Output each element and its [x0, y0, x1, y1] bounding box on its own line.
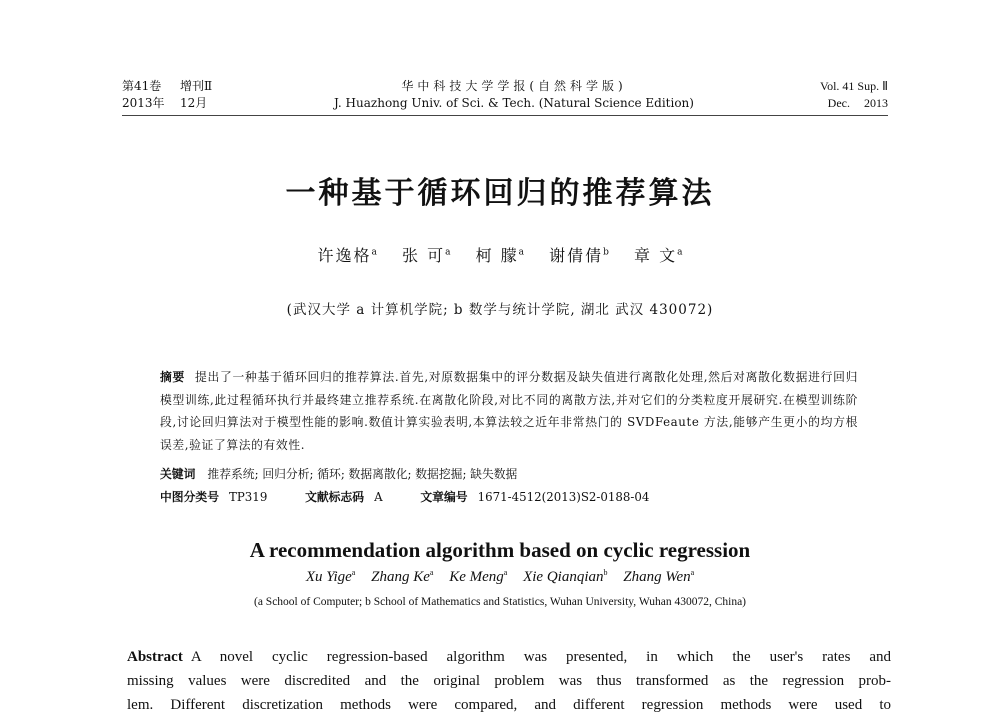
paper-title-cn: 一种基于循环回归的推荐算法 [285, 176, 715, 211]
keywords-text-cn: 推荐系统; 回归分析; 循环; 数据离散化; 数据挖掘; 缺失数据 [207, 467, 518, 481]
header-issue-info-cn [122, 78, 212, 112]
year-cn: 2013年 [122, 96, 165, 110]
abstract-line-en: lem. Different discretization methods were compared, and different regression methods were used to [127, 697, 891, 713]
clc-value: TP319 [229, 490, 268, 504]
author-cn: 柯 朦$^a$ [475, 246, 525, 265]
keywords-label-cn: 关键词 [160, 467, 196, 481]
doc-code-label: 文献标志码 [305, 490, 365, 504]
journal-name-cn: 华中科技大学学报(自然科学版) [401, 79, 627, 93]
clc-label: 中图分类号 [160, 490, 219, 504]
header-issue-info-en [814, 78, 888, 112]
author-list-en [0, 568, 1000, 586]
author-cn: 谢倩倩$^b$ [549, 246, 609, 265]
affiliation-en: (a School of Computer; b School of Mathematics and Statistics, Wuhan University, Wuhan 430072, China) [253, 596, 746, 608]
author-en: Ke Meng$^a$ [449, 568, 508, 585]
month-cn: 12月 [180, 96, 208, 110]
keywords-cn [160, 463, 517, 485]
article-no-label: 文章编号 [420, 490, 468, 504]
abstract-text-cn: 提出了一种基于循环回归的推荐算法.首先,对原数据集中的评分数据及缺失值进行离散化处理,然后对离散化数据进行回归模型训练,此过程循环执行并最终建立推荐系统.在离散化阶段,对比不同的离散方法,并对它们的分类粒度开展研究.在模型训练阶段,讨论回归算法对于模型性能的影响.数值计算实验表明,本算法较之近年非常热门的 SVDFeaute 方法,能够产生更小的均方根误差,验证了算法的有效性. [160, 370, 858, 452]
affiliation-cn: (武汉大学 a 计算机学院; b 数学与统计学院, 湖北 武汉 430072) [286, 302, 714, 318]
abstract-line-en: Abstract A novel cyclic regression-based algorithm was presented, in which the user's rates and [127, 649, 891, 665]
author-cn: 章 文$^a$ [634, 246, 683, 265]
article-no-value: 1671-4512(2013)S2-0188-04 [477, 490, 650, 504]
author-cn: 许逸格$^a$ [317, 246, 377, 265]
paper-title-en: A recommendation algorithm based on cyclic regression [249, 538, 751, 562]
author-cn: 张 可$^a$ [402, 246, 451, 265]
volume-en: Vol. 41 Sup. Ⅱ [819, 79, 888, 93]
abstract-en [127, 645, 891, 717]
author-en: Zhang Wen$^a$ [623, 568, 695, 585]
author-en: Xu Yige$^a$ [305, 568, 356, 585]
journal-name [304, 78, 724, 112]
author-en: Zhang Ke$^a$ [371, 568, 434, 585]
journal-name-en: J. Huazhong Univ. of Sci. & Tech. (Natural Science Edition) [334, 96, 694, 110]
abstract-cn [160, 366, 858, 456]
issue-cn: 增刊Ⅱ [180, 79, 213, 93]
doc-code-value: A [374, 490, 383, 504]
month-en: Dec. [827, 96, 850, 110]
journal-header [122, 78, 888, 118]
header-rule [122, 115, 888, 116]
abstract-label-en: Abstract [127, 649, 183, 665]
abstract-line-en: missing values were discredited and the original problem was thus transformed as the regression prob- [127, 673, 891, 689]
abstract-label-cn: 摘要 [160, 370, 185, 384]
author-list-cn [0, 243, 1000, 266]
author-en: Xie Qianqian$^b$ [523, 568, 608, 585]
volume-cn: 第41卷 [122, 79, 162, 93]
year-en: 2013 [864, 96, 888, 110]
classification-info [160, 486, 649, 508]
